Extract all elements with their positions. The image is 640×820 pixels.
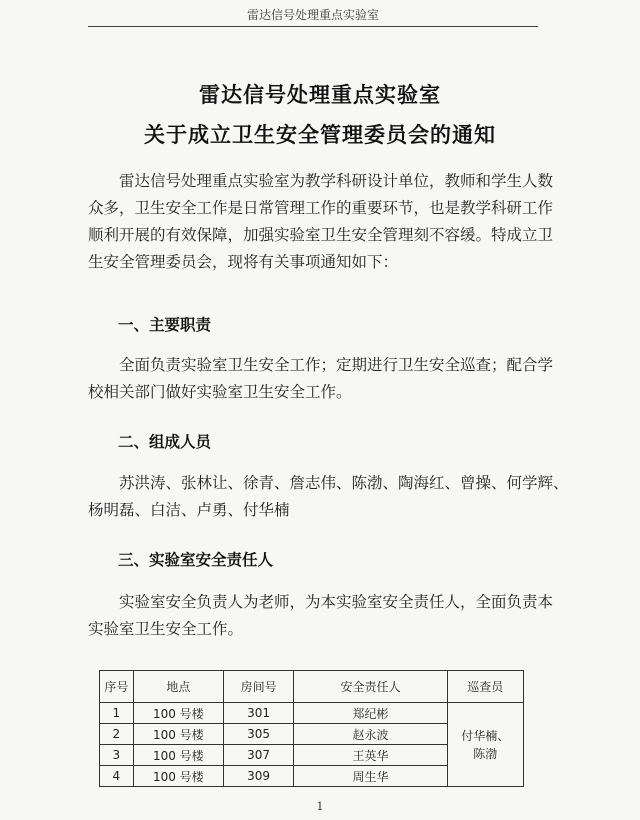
cell-room: 309 [223, 766, 293, 787]
intro-paragraph [88, 168, 552, 276]
members-paragraph [88, 470, 569, 524]
cell-no: 3 [100, 745, 134, 766]
header-cell-inspector: 巡查员 [447, 671, 523, 703]
cell-location: 100 号楼 [133, 766, 223, 787]
cell-room: 307 [223, 745, 293, 766]
cell-inspector [447, 703, 523, 787]
section-heading-members: 二、组成人员 [118, 433, 212, 451]
cell-location: 100 号楼 [133, 724, 223, 745]
intro-line: 众多，卫生安全工作是日常管理工作的重要环节，也是教学科研工作 [88, 199, 554, 217]
responsible-paragraph [88, 589, 552, 643]
table-header-row [100, 671, 524, 703]
inspector-line: 陈渤 [473, 746, 498, 761]
header-rule [88, 26, 538, 27]
cell-person: 赵永波 [294, 724, 447, 745]
intro-line: 顺利开展的有效保障，加强实验室卫生安全管理刻不容缓。特成立卫 [88, 226, 554, 244]
section-heading-duties: 一、主要职责 [118, 316, 212, 334]
page-number: 1 [316, 800, 324, 813]
cell-person: 周生华 [294, 766, 447, 787]
members-line: 杨明磊、白洁、卢勇、付华楠 [88, 501, 290, 519]
duties-line: 全面负责实验室卫生安全工作；定期进行卫生安全巡查；配合学 [119, 356, 554, 374]
cell-location: 100 号楼 [133, 745, 223, 766]
intro-line: 生安全管理委员会，现将有关事项通知如下： [88, 253, 399, 271]
header-cell-room: 房间号 [223, 671, 293, 703]
cell-room: 305 [223, 724, 293, 745]
cell-no: 1 [100, 703, 134, 724]
title-line-1: 雷达信号处理重点实验室 [199, 83, 441, 107]
cell-person: 郑纪彬 [294, 703, 447, 724]
cell-no: 2 [100, 724, 134, 745]
cell-room: 301 [223, 703, 293, 724]
intro-line: 雷达信号处理重点实验室为教学科研设计单位，教师和学生人数 [119, 172, 554, 190]
duties-line: 校相关部门做好实验室卫生安全工作。 [88, 383, 352, 401]
title-line-2: 关于成立卫生安全管理委员会的通知 [144, 123, 496, 147]
responsible-line: 实验室卫生安全工作。 [88, 620, 244, 638]
running-header: 雷达信号处理重点实验室 [246, 8, 379, 22]
header-cell-person: 安全责任人 [294, 671, 447, 703]
cell-location: 100 号楼 [133, 703, 223, 724]
responsible-line: 实验室安全负责人为老师，为本实验室安全责任人，全面负责本 [119, 593, 554, 611]
section-heading-responsible: 三、实验室安全责任人 [118, 551, 274, 569]
members-line: 苏洪涛、张林让、徐青、詹志伟、陈渤、陶海红、曾操、何学辉、 [119, 474, 569, 492]
table-row [100, 703, 524, 724]
cell-no: 4 [100, 766, 134, 787]
duties-paragraph [88, 352, 552, 406]
header-cell-no: 序号 [100, 671, 134, 703]
cell-person: 王英华 [294, 745, 447, 766]
inspector-line: 付华楠、 [461, 728, 510, 743]
header-cell-location: 地点 [133, 671, 223, 703]
responsibility-table [99, 670, 524, 787]
